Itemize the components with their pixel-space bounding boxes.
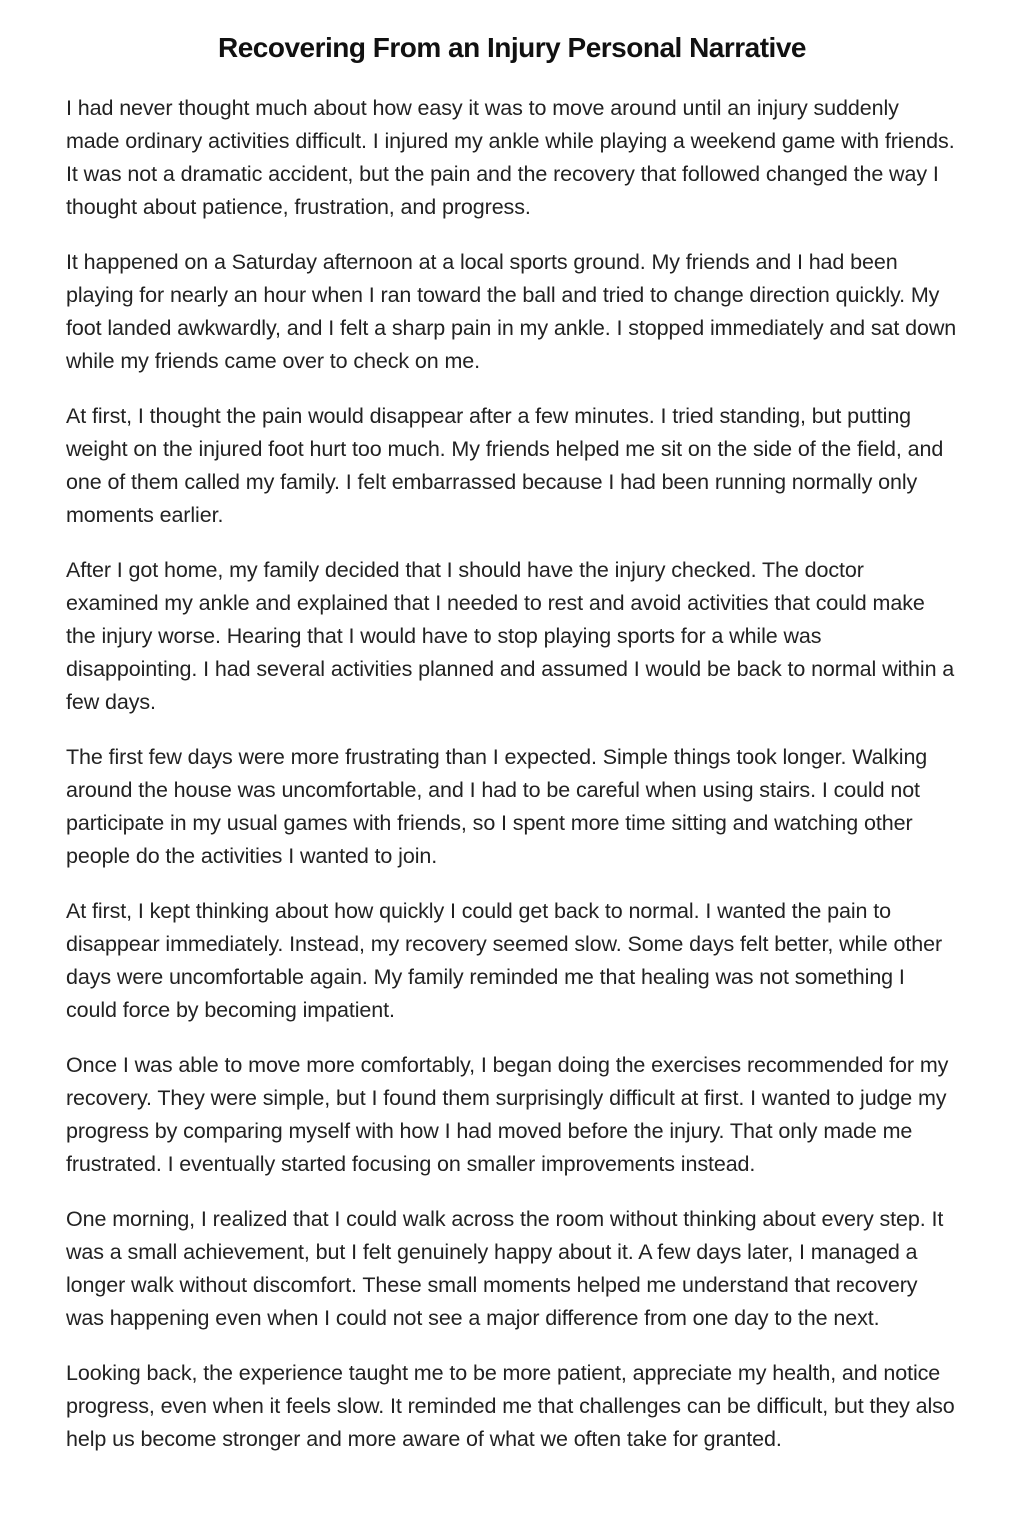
paragraph: Once I was able to move more comfortably, I began doing the exercises recommended for my recovery. They were simple, but I found them surprisingly difficult at first. I wanted to judge my progress by comparing myself with how I had moved before the injury. That only made me frustrated. I eventually started focusing on smaller improvements instead.	[66, 1053, 949, 1176]
paragraph: At first, I thought the pain would disappear after a few minutes. I tried standing, but putting weight on the injured foot hurt too much. My friends helped me sit on the side of the field, and one of them called my family. I felt embarrassed because I had been running normally only moments earlier.	[66, 404, 944, 527]
paragraph: At first, I kept thinking about how quickly I could get back to normal. I wanted the pain to disappear immediately. Instead, my recovery seemed slow. Some days felt better, while other days were uncomfortable again. My family reminded me that healing was not something I could force by becoming impatient.	[66, 899, 943, 1022]
paragraph: I had never thought much about how easy it was to move around until an injury suddenly made ordinary activities difficult. I injured my ankle while playing a weekend game with friends. It was not a dramatic accident, but the pain and the recovery that followed changed the way I thought about patience, frustration, and progress.	[66, 96, 955, 219]
document-title: Recovering From an Injury Personal Narrative	[218, 32, 806, 63]
paragraph: It happened on a Saturday afternoon at a local sports ground. My friends and I had been playing for nearly an hour when I ran toward the ball and tried to change direction quickly. My foot landed awkwardly, and I felt a sharp pain in my ankle. I stopped immediately and sat down while my friends came over to check on me.	[66, 250, 957, 373]
paragraph: After I got home, my family decided that I should have the injury checked. The doctor examined my ankle and explained that I needed to rest and avoid activities that could make the injury worse. Hearing that I would have to stop playing sports for a while was disappointing. I had several activities planned and assumed I would be back to normal within a few days.	[66, 558, 955, 714]
paragraph: Looking back, the experience taught me to be more patient, appreciate my health, and notice progress, even when it feels slow. It reminded me that challenges can be difficult, but they also help us become stronger and more aware of what we often take for granted.	[66, 1361, 955, 1451]
paragraph: One morning, I realized that I could walk across the room without thinking about every step. It was a small achievement, but I felt genuinely happy about it. A few days later, I managed a longer walk without discomfort. These small moments helped me understand that recovery was happening even when I could not see a major difference from one day to the next.	[66, 1207, 944, 1330]
paragraph: The first few days were more frustrating than I expected. Simple things took longer. Walking around the house was uncomfortable, and I had to be careful when using stairs. I could not participate in my usual games with friends, so I spent more time sitting and watching other people do the activities I wanted to join.	[66, 745, 928, 868]
document-body	[66, 92, 958, 1456]
